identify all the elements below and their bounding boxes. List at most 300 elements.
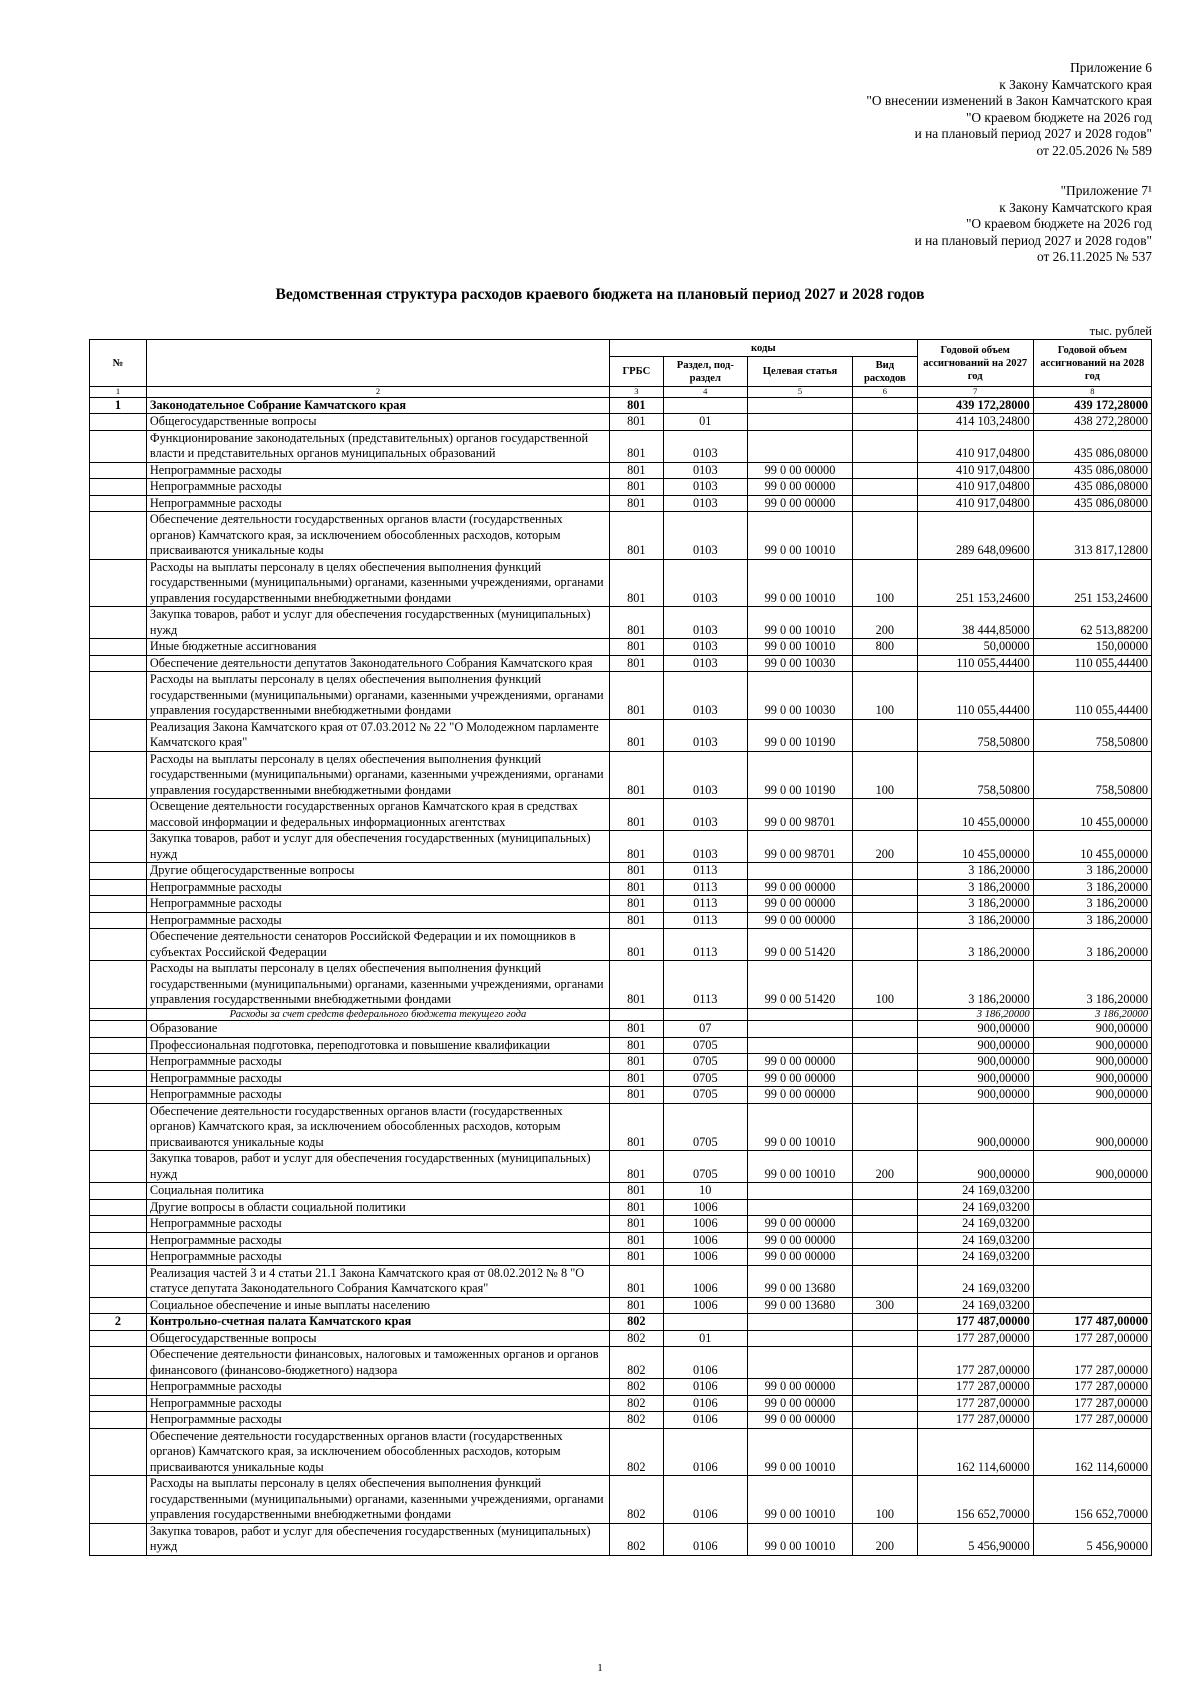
razdel-code: 0106 bbox=[663, 1476, 747, 1524]
row-name: Законодательное Собрание Камчатского края bbox=[146, 397, 609, 414]
target-code: 99 0 00 00000 bbox=[747, 1395, 852, 1412]
razdel-code: 0106 bbox=[663, 1347, 747, 1379]
amount-2027: 3 186,20000 bbox=[917, 912, 1033, 929]
row-number bbox=[90, 607, 147, 639]
razdel-code: 0103 bbox=[663, 672, 747, 720]
row-name: Непрограммные расходы bbox=[146, 1412, 609, 1429]
grbs-code: 802 bbox=[610, 1330, 664, 1347]
razdel-code: 0106 bbox=[663, 1395, 747, 1412]
col-header-name bbox=[146, 340, 609, 387]
grbs-code: 801 bbox=[610, 1265, 664, 1297]
amount-2028: 251 153,24600 bbox=[1033, 559, 1151, 607]
grbs-code: 801 bbox=[610, 512, 664, 560]
row-name: Освещение деятельности государственных органов Камчатского края в средствах массовой информации и федеральных информационных агентствах bbox=[146, 799, 609, 831]
grbs-code: 801 bbox=[610, 1216, 664, 1233]
table-row bbox=[90, 607, 1152, 639]
razdel-code: 0113 bbox=[663, 961, 747, 1009]
row-number bbox=[90, 1249, 147, 1266]
amount-2028 bbox=[1033, 1232, 1151, 1249]
amount-2027: 3 186,20000 bbox=[917, 896, 1033, 913]
grbs-code: 801 bbox=[610, 961, 664, 1009]
row-number bbox=[90, 1347, 147, 1379]
target-code bbox=[747, 1314, 852, 1331]
expense-type-code bbox=[853, 929, 918, 961]
amount-2027: 5 456,90000 bbox=[917, 1523, 1033, 1555]
amount-2027: 177 287,00000 bbox=[917, 1412, 1033, 1429]
amount-2027: 3 186,20000 bbox=[917, 1008, 1033, 1021]
row-number bbox=[90, 719, 147, 751]
target-code: 99 0 00 10030 bbox=[747, 655, 852, 672]
target-code: 99 0 00 10010 bbox=[747, 1523, 852, 1555]
table-row bbox=[90, 751, 1152, 799]
grbs-code: 801 bbox=[610, 1054, 664, 1071]
row-number bbox=[90, 1428, 147, 1476]
row-name: Расходы на выплаты персоналу в целях обеспечения выполнения функций государственными (муниципальными) органами, казенными учреждениями, органами управления государственными внебюджетными фондами bbox=[146, 559, 609, 607]
amount-2028: 900,00000 bbox=[1033, 1021, 1151, 1038]
row-name: Закупка товаров, работ и услуг для обеспечения государственных (муниципальных) нужд bbox=[146, 831, 609, 863]
amount-2027: 3 186,20000 bbox=[917, 961, 1033, 1009]
razdel-code: 0103 bbox=[663, 831, 747, 863]
grbs-code: 801 bbox=[610, 672, 664, 720]
row-number bbox=[90, 1523, 147, 1555]
row-number bbox=[90, 1103, 147, 1151]
target-code: 99 0 00 51420 bbox=[747, 961, 852, 1009]
razdel-code: 07 bbox=[663, 1021, 747, 1038]
amount-2027: 410 917,04800 bbox=[917, 479, 1033, 496]
row-number bbox=[90, 929, 147, 961]
grbs-code: 801 bbox=[610, 462, 664, 479]
target-code: 99 0 00 00000 bbox=[747, 495, 852, 512]
amount-2028: 10 455,00000 bbox=[1033, 799, 1151, 831]
row-number bbox=[90, 479, 147, 496]
amount-2027: 24 169,03200 bbox=[917, 1265, 1033, 1297]
row-name: Закупка товаров, работ и услуг для обеспечения государственных (муниципальных) нужд bbox=[146, 1151, 609, 1183]
target-code: 99 0 00 98701 bbox=[747, 831, 852, 863]
grbs-code: 802 bbox=[610, 1395, 664, 1412]
amount-2027: 900,00000 bbox=[917, 1021, 1033, 1038]
grbs-code: 802 bbox=[610, 1428, 664, 1476]
col-header-target: Целевая статья bbox=[747, 357, 852, 387]
table-row bbox=[90, 1347, 1152, 1379]
target-code: 99 0 00 10010 bbox=[747, 1151, 852, 1183]
table-row bbox=[90, 879, 1152, 896]
amount-2028: 900,00000 bbox=[1033, 1037, 1151, 1054]
amount-2028 bbox=[1033, 1199, 1151, 1216]
razdel-code: 0103 bbox=[663, 495, 747, 512]
expense-type-code bbox=[853, 1008, 918, 1021]
target-code: 99 0 00 10190 bbox=[747, 719, 852, 751]
table-row bbox=[90, 559, 1152, 607]
amount-2027: 900,00000 bbox=[917, 1151, 1033, 1183]
row-number bbox=[90, 1412, 147, 1429]
amount-2027: 900,00000 bbox=[917, 1087, 1033, 1104]
table-row bbox=[90, 430, 1152, 462]
col-number: 2 bbox=[146, 387, 609, 398]
razdel-code: 0103 bbox=[663, 719, 747, 751]
expense-type-code bbox=[853, 1021, 918, 1038]
grbs-code: 801 bbox=[610, 1021, 664, 1038]
expense-type-code bbox=[853, 1347, 918, 1379]
grbs-code: 801 bbox=[610, 479, 664, 496]
col-number: 1 bbox=[90, 387, 147, 398]
grbs-code: 801 bbox=[610, 1249, 664, 1266]
amount-2028: 162 114,60000 bbox=[1033, 1428, 1151, 1476]
table-row bbox=[90, 1070, 1152, 1087]
amount-2027: 156 652,70000 bbox=[917, 1476, 1033, 1524]
col-number: 3 bbox=[610, 387, 664, 398]
razdel-code: 0106 bbox=[663, 1428, 747, 1476]
razdel-code: 1006 bbox=[663, 1249, 747, 1266]
expense-type-code bbox=[853, 462, 918, 479]
table-row bbox=[90, 961, 1152, 1009]
razdel-code: 0106 bbox=[663, 1412, 747, 1429]
expense-type-code bbox=[853, 1428, 918, 1476]
row-number bbox=[90, 1008, 147, 1021]
amount-2028: 150,00000 bbox=[1033, 639, 1151, 656]
grbs-code: 802 bbox=[610, 1412, 664, 1429]
razdel-code: 0705 bbox=[663, 1037, 747, 1054]
row-name: Другие общегосударственные вопросы bbox=[146, 863, 609, 880]
amount-2028: 435 086,08000 bbox=[1033, 495, 1151, 512]
row-number bbox=[90, 1232, 147, 1249]
row-number bbox=[90, 1330, 147, 1347]
row-name: Непрограммные расходы bbox=[146, 1379, 609, 1396]
razdel-code: 0113 bbox=[663, 912, 747, 929]
target-code bbox=[747, 863, 852, 880]
table-row bbox=[90, 1232, 1152, 1249]
amount-2028: 900,00000 bbox=[1033, 1151, 1151, 1183]
row-number bbox=[90, 831, 147, 863]
razdel-code: 0705 bbox=[663, 1087, 747, 1104]
amount-2028 bbox=[1033, 1265, 1151, 1297]
table-row bbox=[90, 1314, 1152, 1331]
expense-type-code bbox=[853, 1216, 918, 1233]
amount-2027: 289 648,09600 bbox=[917, 512, 1033, 560]
col-number: 6 bbox=[853, 387, 918, 398]
amount-2028: 3 186,20000 bbox=[1033, 961, 1151, 1009]
razdel-code: 0106 bbox=[663, 1523, 747, 1555]
table-row bbox=[90, 863, 1152, 880]
expense-type-code bbox=[853, 879, 918, 896]
target-code: 99 0 00 00000 bbox=[747, 1379, 852, 1396]
amount-2027: 177 287,00000 bbox=[917, 1395, 1033, 1412]
razdel-code: 0103 bbox=[663, 559, 747, 607]
table-row bbox=[90, 1265, 1152, 1297]
header-line: "О внесении изменений в Закон Камчатского края bbox=[866, 93, 1152, 108]
table-row bbox=[90, 495, 1152, 512]
row-name: Непрограммные расходы bbox=[146, 912, 609, 929]
table-row bbox=[90, 1054, 1152, 1071]
target-code bbox=[747, 397, 852, 414]
razdel-code: 0106 bbox=[663, 1379, 747, 1396]
expense-type-code bbox=[853, 1232, 918, 1249]
header-line: и на плановый период 2027 и 2028 годов" bbox=[914, 232, 1152, 248]
table-row bbox=[90, 655, 1152, 672]
row-name: Закупка товаров, работ и услуг для обеспечения государственных (муниципальных) нужд bbox=[146, 607, 609, 639]
target-code: 99 0 00 00000 bbox=[747, 896, 852, 913]
target-code: 99 0 00 10010 bbox=[747, 1428, 852, 1476]
target-code bbox=[747, 1037, 852, 1054]
row-number bbox=[90, 1216, 147, 1233]
razdel-code: 0113 bbox=[663, 879, 747, 896]
amount-2028: 438 272,28000 bbox=[1033, 414, 1151, 431]
grbs-code: 802 bbox=[610, 1476, 664, 1524]
expense-type-code bbox=[853, 430, 918, 462]
table-row bbox=[90, 1087, 1152, 1104]
table-row bbox=[90, 1037, 1152, 1054]
amount-2028: 177 287,00000 bbox=[1033, 1379, 1151, 1396]
razdel-code: 0113 bbox=[663, 929, 747, 961]
amount-2027: 110 055,44400 bbox=[917, 672, 1033, 720]
razdel-code: 0103 bbox=[663, 479, 747, 496]
grbs-code: 801 bbox=[610, 912, 664, 929]
target-code bbox=[747, 1183, 852, 1200]
razdel-code: 1006 bbox=[663, 1297, 747, 1314]
expense-type-code bbox=[853, 912, 918, 929]
target-code bbox=[747, 1347, 852, 1379]
row-number bbox=[90, 512, 147, 560]
row-name: Реализация Закона Камчатского края от 07.03.2012 № 22 "О Молодежном парламенте Камчатского края" bbox=[146, 719, 609, 751]
table-row bbox=[90, 1183, 1152, 1200]
target-code bbox=[747, 1008, 852, 1021]
row-name: Обеспечение деятельности сенаторов Российской Федерации и их помощников в субъектах Российской Федерации bbox=[146, 929, 609, 961]
row-name: Непрограммные расходы bbox=[146, 1054, 609, 1071]
amount-2028 bbox=[1033, 1183, 1151, 1200]
target-code: 99 0 00 10010 bbox=[747, 639, 852, 656]
amount-2028 bbox=[1033, 1249, 1151, 1266]
row-number bbox=[90, 1476, 147, 1524]
grbs-code: 802 bbox=[610, 1379, 664, 1396]
amount-2027: 410 917,04800 bbox=[917, 430, 1033, 462]
amount-2027: 24 169,03200 bbox=[917, 1249, 1033, 1266]
col-header-2027: Годовой объем ассигнований на 2027 год bbox=[917, 340, 1033, 387]
row-number bbox=[90, 1021, 147, 1038]
grbs-code: 801 bbox=[610, 1087, 664, 1104]
amount-2028: 900,00000 bbox=[1033, 1070, 1151, 1087]
expense-type-code: 200 bbox=[853, 1151, 918, 1183]
table-row bbox=[90, 1523, 1152, 1555]
target-code: 99 0 00 10010 bbox=[747, 1476, 852, 1524]
expense-type-code bbox=[853, 414, 918, 431]
target-code: 99 0 00 10030 bbox=[747, 672, 852, 720]
units-label: тыс. рублей bbox=[1089, 324, 1152, 338]
appendix-7-header bbox=[915, 183, 1152, 266]
row-number bbox=[90, 799, 147, 831]
grbs-code: 801 bbox=[610, 863, 664, 880]
grbs-code: 801 bbox=[610, 1183, 664, 1200]
amount-2028: 5 456,90000 bbox=[1033, 1523, 1151, 1555]
expense-type-code: 100 bbox=[853, 751, 918, 799]
row-number bbox=[90, 430, 147, 462]
expense-type-code: 200 bbox=[853, 831, 918, 863]
target-code bbox=[747, 1199, 852, 1216]
row-number bbox=[90, 751, 147, 799]
amount-2028 bbox=[1033, 1216, 1151, 1233]
amount-2028: 177 287,00000 bbox=[1033, 1412, 1151, 1429]
expense-type-code bbox=[853, 1037, 918, 1054]
target-code: 99 0 00 10190 bbox=[747, 751, 852, 799]
header-line: Приложение 6 bbox=[1070, 60, 1152, 75]
grbs-code: 801 bbox=[610, 719, 664, 751]
row-name: Расходы на выплаты персоналу в целях обеспечения выполнения функций государственными (муниципальными) органами, казенными учреждениями, органами управления государственными внебюджетными фондами bbox=[146, 961, 609, 1009]
row-name: Непрограммные расходы bbox=[146, 1249, 609, 1266]
row-name: Обеспечение деятельности финансовых, налоговых и таможенных органов и органов финансового (финансово-бюджетного) надзора bbox=[146, 1347, 609, 1379]
expense-type-code bbox=[853, 1330, 918, 1347]
header-line: к Закону Камчатского края bbox=[999, 76, 1152, 92]
row-number bbox=[90, 655, 147, 672]
table-row bbox=[90, 1103, 1152, 1151]
amount-2028 bbox=[1033, 1297, 1151, 1314]
col-number: 5 bbox=[747, 387, 852, 398]
amount-2027: 900,00000 bbox=[917, 1103, 1033, 1151]
grbs-code: 801 bbox=[610, 559, 664, 607]
target-code: 99 0 00 00000 bbox=[747, 912, 852, 929]
expense-type-code bbox=[853, 512, 918, 560]
expense-type-code: 300 bbox=[853, 1297, 918, 1314]
row-number bbox=[90, 1265, 147, 1297]
target-code: 99 0 00 10010 bbox=[747, 512, 852, 560]
row-number bbox=[90, 1183, 147, 1200]
expense-type-code bbox=[853, 1199, 918, 1216]
table-row bbox=[90, 1216, 1152, 1233]
grbs-code: 801 bbox=[610, 1199, 664, 1216]
target-code: 99 0 00 00000 bbox=[747, 1054, 852, 1071]
razdel-code: 0103 bbox=[663, 430, 747, 462]
row-number bbox=[90, 414, 147, 431]
amount-2028: 177 487,00000 bbox=[1033, 1314, 1151, 1331]
razdel-code: 0705 bbox=[663, 1070, 747, 1087]
table-row bbox=[90, 1476, 1152, 1524]
table-row bbox=[90, 831, 1152, 863]
table-row bbox=[90, 896, 1152, 913]
razdel-code: 0103 bbox=[663, 639, 747, 656]
amount-2028: 900,00000 bbox=[1033, 1087, 1151, 1104]
table-row bbox=[90, 1297, 1152, 1314]
amount-2027: 900,00000 bbox=[917, 1054, 1033, 1071]
row-name: Непрограммные расходы bbox=[146, 1070, 609, 1087]
row-number bbox=[90, 462, 147, 479]
row-number: 1 bbox=[90, 397, 147, 414]
row-name: Непрограммные расходы bbox=[146, 462, 609, 479]
amount-2027: 24 169,03200 bbox=[917, 1183, 1033, 1200]
expense-type-code: 800 bbox=[853, 639, 918, 656]
grbs-code: 801 bbox=[610, 1070, 664, 1087]
row-name: Иные бюджетные ассигнования bbox=[146, 639, 609, 656]
row-name: Реализация частей 3 и 4 статьи 21.1 Закона Камчатского края от 08.02.2012 № 8 "О статусе депутата Законодательного Собрания Камчатского края" bbox=[146, 1265, 609, 1297]
amount-2028: 110 055,44400 bbox=[1033, 655, 1151, 672]
expense-type-code bbox=[853, 799, 918, 831]
amount-2027: 24 169,03200 bbox=[917, 1216, 1033, 1233]
expense-type-code bbox=[853, 1103, 918, 1151]
expense-type-code bbox=[853, 655, 918, 672]
target-code bbox=[747, 1330, 852, 1347]
razdel-code: 0113 bbox=[663, 896, 747, 913]
col-header-codes: коды bbox=[610, 340, 918, 357]
amount-2027: 3 186,20000 bbox=[917, 929, 1033, 961]
grbs-code: 801 bbox=[610, 1297, 664, 1314]
razdel-code: 0103 bbox=[663, 462, 747, 479]
table-row bbox=[90, 719, 1152, 751]
row-name: Общегосударственные вопросы bbox=[146, 414, 609, 431]
grbs-code: 801 bbox=[610, 1151, 664, 1183]
amount-2027: 177 287,00000 bbox=[917, 1330, 1033, 1347]
expense-type-code bbox=[853, 1314, 918, 1331]
row-name: Образование bbox=[146, 1021, 609, 1038]
expense-type-code bbox=[853, 896, 918, 913]
amount-2027: 410 917,04800 bbox=[917, 462, 1033, 479]
row-number bbox=[90, 1037, 147, 1054]
expense-type-code bbox=[853, 1249, 918, 1266]
header-line: "О краевом бюджете на 2026 год bbox=[965, 216, 1152, 231]
row-name: Непрограммные расходы bbox=[146, 896, 609, 913]
col-number: 8 bbox=[1033, 387, 1151, 398]
amount-2027: 758,50800 bbox=[917, 751, 1033, 799]
grbs-code: 801 bbox=[610, 607, 664, 639]
row-name: Обеспечение деятельности государственных органов власти (государственных органов) Камчатского края, за исключением обособленных расходов, которым присваиваются уникальные коды bbox=[146, 1428, 609, 1476]
expense-type-code bbox=[853, 719, 918, 751]
amount-2027: 10 455,00000 bbox=[917, 799, 1033, 831]
expense-type-code: 200 bbox=[853, 607, 918, 639]
grbs-code: 801 bbox=[610, 751, 664, 799]
target-code: 99 0 00 10010 bbox=[747, 607, 852, 639]
amount-2027: 414 103,24800 bbox=[917, 414, 1033, 431]
table-body bbox=[90, 397, 1152, 1555]
amount-2028: 900,00000 bbox=[1033, 1103, 1151, 1151]
grbs-code: 801 bbox=[610, 929, 664, 961]
grbs-code: 801 bbox=[610, 896, 664, 913]
amount-2028: 900,00000 bbox=[1033, 1054, 1151, 1071]
row-number bbox=[90, 1395, 147, 1412]
row-name: Социальная политика bbox=[146, 1183, 609, 1200]
amount-2028: 435 086,08000 bbox=[1033, 479, 1151, 496]
row-name: Функционирование законодательных (представительных) органов государственной власти и представительных органов муниципальных образований bbox=[146, 430, 609, 462]
table-row bbox=[90, 1249, 1152, 1266]
target-code: 99 0 00 00000 bbox=[747, 1070, 852, 1087]
row-name: Непрограммные расходы bbox=[146, 1395, 609, 1412]
row-number bbox=[90, 639, 147, 656]
expense-type-code bbox=[853, 1183, 918, 1200]
table-row bbox=[90, 1151, 1152, 1183]
document-title: Ведомственная структура расходов краевого бюджета на плановый период 2027 и 2028 годов bbox=[275, 286, 925, 303]
amount-2028: 62 513,88200 bbox=[1033, 607, 1151, 639]
razdel-code: 10 bbox=[663, 1183, 747, 1200]
appendix-6-header bbox=[866, 60, 1152, 159]
target-code: 99 0 00 00000 bbox=[747, 479, 852, 496]
grbs-code: 801 bbox=[610, 1037, 664, 1054]
row-name: Непрограммные расходы bbox=[146, 495, 609, 512]
grbs-code: 802 bbox=[610, 1347, 664, 1379]
razdel-code: 0103 bbox=[663, 607, 747, 639]
row-number bbox=[90, 1054, 147, 1071]
amount-2028: 3 186,20000 bbox=[1033, 879, 1151, 896]
col-header-vid: Вид расходов bbox=[853, 357, 918, 387]
expense-type-code bbox=[853, 1087, 918, 1104]
budget-table bbox=[89, 339, 1152, 1556]
amount-2028: 435 086,08000 bbox=[1033, 462, 1151, 479]
target-code bbox=[747, 414, 852, 431]
grbs-code: 801 bbox=[610, 1103, 664, 1151]
razdel-code bbox=[663, 1314, 747, 1331]
amount-2028: 435 086,08000 bbox=[1033, 430, 1151, 462]
table-row bbox=[90, 1008, 1152, 1021]
amount-2028: 177 287,00000 bbox=[1033, 1330, 1151, 1347]
table-row bbox=[90, 639, 1152, 656]
table-row bbox=[90, 912, 1152, 929]
amount-2028: 3 186,20000 bbox=[1033, 929, 1151, 961]
grbs-code: 801 bbox=[610, 495, 664, 512]
header-line: от 22.05.2026 № 589 bbox=[1036, 142, 1152, 158]
amount-2027: 162 114,60000 bbox=[917, 1428, 1033, 1476]
